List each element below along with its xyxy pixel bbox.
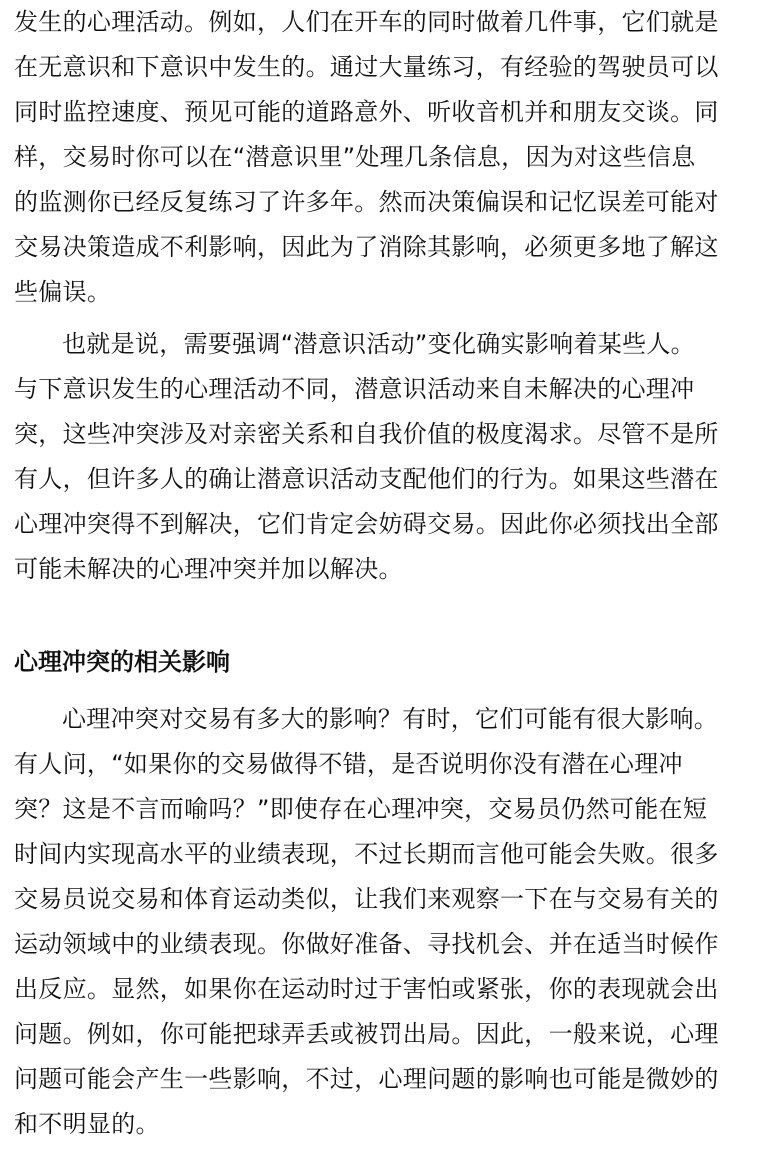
- text-line: 心理冲突对交易有多大的影响？有时，它们可能有很大影响。: [62, 705, 719, 733]
- text-line: 的监测你已经反复练习了许多年。然而决策偏误和记忆误差可能对: [14, 188, 719, 216]
- text-line: 和不明显的。: [14, 1110, 160, 1138]
- text-line: 问题。例如，你可能把球弄丢或被罚出局。因此，一般来说，心理: [14, 1020, 719, 1048]
- text-line: 也就是说，需要强调“潜意识活动”变化确实影响着某些人。: [62, 330, 695, 358]
- text-line: 时间内实现高水平的业绩表现，不过长期而言他可能会失败。很多: [14, 840, 719, 868]
- text-line: 有人，但许多人的确让潜意识活动支配他们的行为。如果这些潜在: [14, 465, 719, 493]
- text-line: 交易决策造成不利影响，因此为了消除其影响，必须更多地了解这: [14, 233, 719, 261]
- paragraph-continued: [14, 0, 748, 315]
- text-line: 突，这些冲突涉及对亲密关系和自我价值的极度渴求。尽管不是所: [14, 420, 719, 448]
- text-line: 问题可能会产生一些影响，不过，心理问题的影响也可能是微妙的: [14, 1065, 719, 1093]
- text-line: 与下意识发生的心理活动不同，潜意识活动来自未解决的心理冲: [14, 375, 695, 403]
- paragraph-conflict-impact: [14, 697, 748, 1147]
- text-line: 样，交易时你可以在“潜意识里”处理几条信息，因为对这些信息: [14, 143, 696, 171]
- text-line: 运动领域中的业绩表现。你做好准备、寻找机会、并在适当时候作: [14, 930, 719, 958]
- text-line: 交易员说交易和体育运动类似，让我们来观察一下在与交易有关的: [14, 885, 719, 913]
- text-line: 些偏误。: [14, 278, 112, 306]
- text-line: 在无意识和下意识中发生的。通过大量练习，有经验的驾驶员可以: [14, 53, 719, 81]
- text-line: 发生的心理活动。例如，人们在开车的同时做着几件事，它们就是: [14, 8, 719, 36]
- text-line: 可能未解决的心理冲突并加以解决。: [14, 555, 403, 583]
- text-line: 有人问，“如果你的交易做得不错，是否说明你没有潜在心理冲: [14, 750, 683, 778]
- text-line: 出反应。显然，如果你在运动时过于害怕或紧张，你的表现就会出: [14, 975, 719, 1003]
- text-line: 突？这是不言而喻吗？”即使存在心理冲突，交易员仍然可能在短: [14, 795, 708, 823]
- section-heading: 心理冲突的相关影响: [14, 648, 230, 676]
- text-line: 心理冲突得不到解决，它们肯定会妨碍交易。因此你必须找出全部: [14, 510, 719, 538]
- text-line: 同时监控速度、预见可能的道路意外、听收音机并和朋友交谈。同: [14, 98, 719, 126]
- paragraph-subconscious: [14, 322, 748, 592]
